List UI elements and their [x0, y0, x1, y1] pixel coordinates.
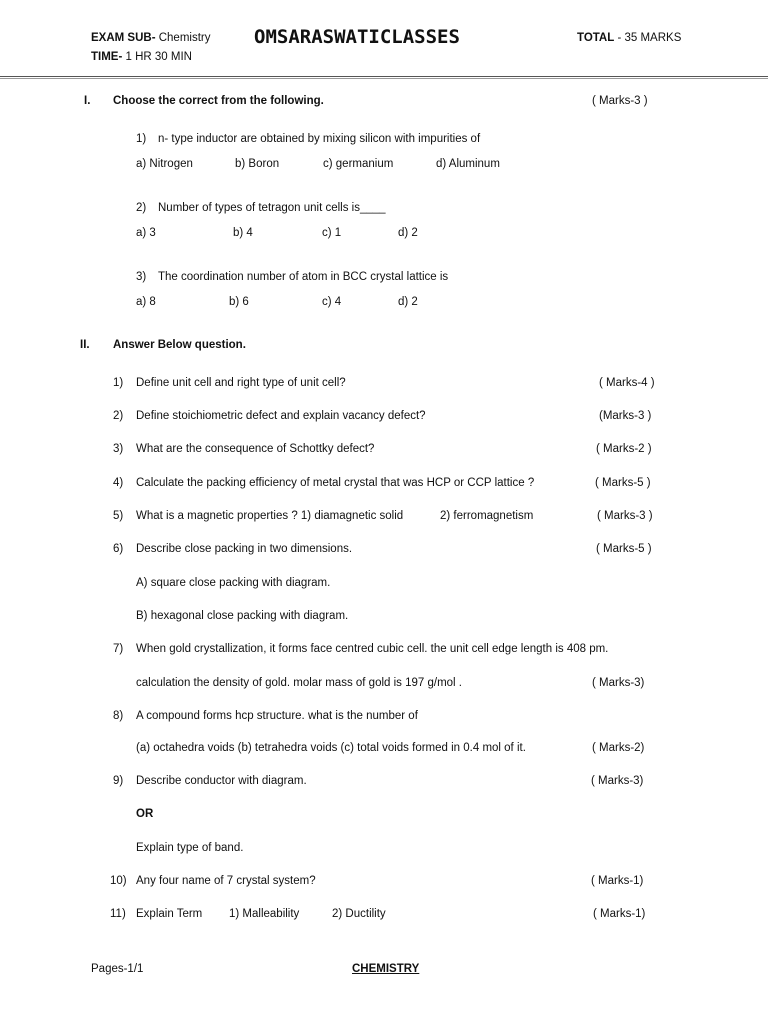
q6-sub-b: B) hexagonal close packing with diagram.: [136, 610, 349, 622]
exam-sub-value: Chemistry: [155, 32, 211, 44]
page-title: OMSARASWATICLASSES: [254, 26, 460, 48]
section2-heading: Answer Below question.: [113, 339, 246, 351]
q8-marks: ( Marks-2): [592, 742, 645, 754]
section1-marks: ( Marks-3 ): [592, 95, 648, 107]
exam-time: [91, 51, 192, 63]
q6-sub-a: A) square close packing with diagram.: [136, 577, 331, 589]
total-value: - 35 MARKS: [614, 32, 682, 44]
total-marks: [577, 32, 681, 44]
section1-numeral: I.: [84, 95, 91, 107]
q3-marks: ( Marks-2 ): [596, 443, 652, 455]
q3-number: 3): [113, 443, 124, 455]
q5-number: 5): [113, 510, 124, 522]
q4-number: 4): [113, 477, 124, 489]
q2-number: 2): [113, 410, 124, 422]
q11-term2: 2) Ductility: [332, 908, 386, 920]
q9-or: OR: [136, 808, 154, 820]
exam-sub-label: EXAM SUB-: [91, 32, 156, 44]
section1-heading: Choose the correct from the following.: [113, 95, 324, 107]
q9-number: 9): [113, 775, 124, 787]
q1-text: Define unit cell and right type of unit cell?: [136, 377, 346, 389]
footer-subject: CHEMISTRY: [352, 963, 420, 975]
q2-marks: (Marks-3 ): [599, 410, 652, 422]
time-label: TIME-: [91, 51, 123, 63]
mcq1-text: n- type inductor are obtained by mixing silicon with impurities of: [158, 133, 481, 145]
q6-marks: ( Marks-5 ): [596, 543, 652, 555]
q7-marks: ( Marks-3): [592, 677, 645, 689]
q10-number: 10): [110, 875, 127, 887]
q8-text2: (a) octahedra voids (b) tetrahedra voids (c) total voids formed in 0.4 mol of it.: [136, 742, 526, 754]
q4-text: Calculate the packing efficiency of metal crystal that was HCP or CCP lattice ?: [136, 477, 535, 489]
exam-subject: [91, 32, 210, 44]
mcq2-option-b: b) 4: [233, 227, 253, 239]
q6-number: 6): [113, 543, 124, 555]
q7-text: When gold crystallization, it forms face centred cubic cell. the unit cell edge length is 408 pm.: [136, 643, 609, 655]
q4-marks: ( Marks-5 ): [595, 477, 651, 489]
q5-text: What is a magnetic properties ? 1) diamagnetic solid: [136, 510, 404, 522]
mcq2-option-a: a) 3: [136, 227, 156, 239]
mcq2-option-d: d) 2: [398, 227, 418, 239]
mcq3-option-b: b) 6: [229, 296, 249, 308]
q3-text: What are the consequence of Schottky defect?: [136, 443, 375, 455]
q9-alt: Explain type of band.: [136, 842, 244, 854]
q10-text: Any four name of 7 crystal system?: [136, 875, 316, 887]
mcq1-option-a: a) Nitrogen: [136, 158, 193, 170]
header-rule-top: [0, 76, 768, 77]
mcq3-option-a: a) 8: [136, 296, 156, 308]
q5-extra: 2) ferromagnetism: [440, 510, 534, 522]
footer-pages: Pages-1/1: [91, 963, 144, 975]
q1-marks: ( Marks-4 ): [599, 377, 655, 389]
mcq1-option-d: d) Aluminum: [436, 158, 500, 170]
q9-text: Describe conductor with diagram.: [136, 775, 307, 787]
q11-text: Explain Term: [136, 908, 203, 920]
mcq1-option-b: b) Boron: [235, 158, 280, 170]
total-label: TOTAL: [577, 32, 615, 44]
header-rule-bottom: [0, 78, 768, 79]
mcq2-number: 2): [136, 202, 147, 214]
q8-text: A compound forms hcp structure. what is the number of: [136, 710, 418, 722]
q5-marks: ( Marks-3 ): [597, 510, 653, 522]
time-value: 1 HR 30 MIN: [122, 51, 192, 63]
mcq3-text: The coordination number of atom in BCC crystal lattice is: [158, 271, 449, 283]
q2-text: Define stoichiometric defect and explain vacancy defect?: [136, 410, 426, 422]
mcq3-option-c: c) 4: [322, 296, 342, 308]
q9-marks: ( Marks-3): [591, 775, 644, 787]
q11-number: 11): [110, 908, 126, 920]
mcq3-option-d: d) 2: [398, 296, 418, 308]
mcq1-number: 1): [136, 133, 147, 145]
mcq2-option-c: c) 1: [322, 227, 342, 239]
mcq3-number: 3): [136, 271, 147, 283]
q7-number: 7): [113, 643, 124, 655]
mcq1-option-c: c) germanium: [323, 158, 394, 170]
section2-numeral: II.: [80, 339, 90, 351]
q11-term1: 1) Malleability: [229, 908, 300, 920]
q7-text2: calculation the density of gold. molar mass of gold is 197 g/mol .: [136, 677, 463, 689]
mcq2-text: Number of types of tetragon unit cells is____: [158, 202, 386, 214]
q1-number: 1): [113, 377, 124, 389]
q11-marks: ( Marks-1): [593, 908, 646, 920]
q6-text: Describe close packing in two dimensions.: [136, 543, 353, 555]
q8-number: 8): [113, 710, 124, 722]
q10-marks: ( Marks-1): [591, 875, 644, 887]
